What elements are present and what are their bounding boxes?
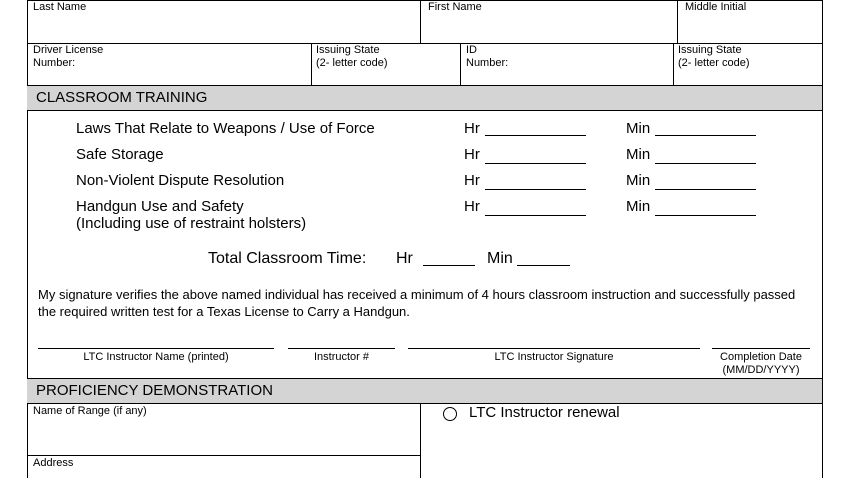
total-min-blank[interactable] — [517, 265, 570, 266]
driver-license-label: Driver License — [33, 44, 104, 56]
total-hr-label: Hr — [396, 250, 413, 267]
instructor-renewal-label: LTC Instructor renewal — [469, 404, 620, 421]
instructor-number-line[interactable] — [288, 348, 395, 349]
instructor-signature-line[interactable] — [408, 348, 700, 349]
instructor-name-caption: LTC Instructor Name (printed) — [83, 351, 229, 363]
address-label: Address — [33, 457, 74, 469]
item-handgun-sub: (Including use of restraint holsters) — [76, 215, 307, 232]
id-number-field[interactable] — [520, 56, 672, 84]
proficiency-section-header — [27, 378, 822, 404]
min-blank-handgun[interactable] — [655, 215, 756, 216]
min-blank-laws[interactable] — [655, 135, 756, 136]
item-dispute: Non-Violent Dispute Resolution — [76, 172, 285, 189]
total-classroom-label: Total Classroom Time: — [208, 250, 367, 267]
driver-license-number-label: Number: — [33, 57, 76, 69]
item-handgun: Handgun Use and Safety — [76, 198, 244, 215]
total-min-label: Min — [487, 250, 513, 267]
address-field[interactable] — [28, 468, 419, 478]
min-label: Min — [626, 172, 651, 189]
completion-date-caption: Completion Date — [720, 351, 802, 363]
hr-label: Hr — [464, 198, 480, 215]
range-name-label: Name of Range (if any) — [33, 405, 147, 417]
last-name-label: Last Name — [33, 1, 87, 13]
middle-initial-field[interactable] — [678, 14, 822, 42]
issuing-state-field[interactable] — [395, 56, 459, 84]
completion-date-line[interactable] — [712, 348, 810, 349]
instructor-renewal-radio[interactable] — [443, 407, 457, 421]
issuing-state-b-field[interactable] — [755, 56, 821, 84]
instructor-name-line[interactable] — [38, 348, 274, 349]
instructor-signature-caption: LTC Instructor Signature — [494, 351, 614, 363]
id-label: ID — [466, 44, 477, 56]
completion-date-format: (MM/DD/YYYY) — [722, 364, 800, 376]
hr-blank-handgun[interactable] — [485, 215, 586, 216]
issuing-state-b-code-label: (2- letter code) — [678, 57, 750, 69]
issuing-state-code-label: (2- letter code) — [316, 57, 388, 69]
item-laws: Laws That Relate to Weapons / Use of Force — [76, 120, 375, 137]
issuing-state-b-label: Issuing State — [678, 44, 742, 56]
hr-label: Hr — [464, 172, 480, 189]
hr-blank-laws[interactable] — [485, 135, 586, 136]
issuing-state-label: Issuing State — [316, 44, 380, 56]
min-blank-storage[interactable] — [655, 163, 756, 164]
hr-blank-dispute[interactable] — [485, 189, 586, 190]
proficiency-title: PROFICIENCY DEMONSTRATION — [36, 382, 273, 399]
classroom-section-header — [27, 85, 822, 111]
certification-statement: My signature verifies the above named individual has received a minimum of 4 hours classroom instruction and successfully passed the required written test for a Texas License to Carry a Handgun. — [38, 287, 796, 319]
id-number-label: Number: — [466, 57, 509, 69]
min-label: Min — [626, 120, 651, 137]
total-hr-blank[interactable] — [423, 265, 475, 266]
first-name-label: First Name — [428, 1, 482, 13]
hr-label: Hr — [464, 120, 480, 137]
driver-license-field[interactable] — [120, 56, 310, 84]
first-name-field[interactable] — [421, 14, 677, 42]
hr-label: Hr — [464, 146, 480, 163]
item-safe-storage: Safe Storage — [76, 146, 164, 163]
min-label: Min — [626, 146, 651, 163]
instructor-number-caption: Instructor # — [313, 351, 370, 363]
middle-initial-label: Middle Initial — [685, 1, 747, 13]
hr-blank-storage[interactable] — [485, 163, 586, 164]
min-blank-dispute[interactable] — [655, 189, 756, 190]
min-label: Min — [626, 198, 651, 215]
classroom-title: CLASSROOM TRAINING — [36, 89, 208, 106]
range-name-field[interactable] — [28, 418, 419, 454]
last-name-field[interactable] — [28, 14, 420, 42]
